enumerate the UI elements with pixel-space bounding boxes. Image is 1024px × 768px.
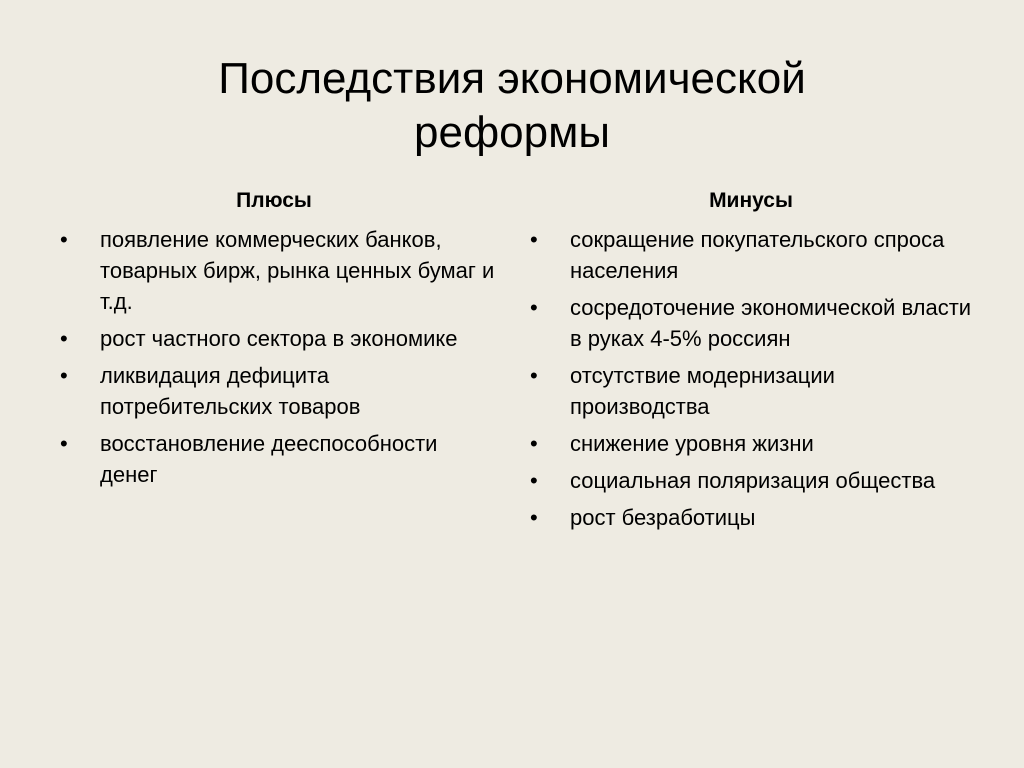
list-item xyxy=(58,224,498,317)
list-item xyxy=(58,323,498,354)
list-item xyxy=(528,292,974,354)
bullet-icon: • xyxy=(530,295,538,320)
list-item xyxy=(528,360,974,422)
list-item xyxy=(528,502,974,533)
pros-column xyxy=(58,188,498,496)
slide-title-line-2: реформы xyxy=(414,108,610,157)
bullet-icon: • xyxy=(60,363,68,388)
list-item xyxy=(58,360,498,422)
list-item-text: ликвидация дефицита потребительских товаров xyxy=(100,363,361,419)
list-item-text: социальная поляризация общества xyxy=(570,468,936,493)
cons-heading: Минусы xyxy=(709,189,793,212)
list-item-text: появление коммерческих банков, товарных бирж, рынка ценных бумаг и т.д. xyxy=(100,227,495,314)
bullet-icon: • xyxy=(60,326,68,351)
bullet-icon: • xyxy=(530,431,538,456)
list-item xyxy=(58,428,498,490)
list-item-text: сосредоточение экономической власти в руках 4-5% россиян xyxy=(570,295,972,351)
slide-title-line-1: Последствия экономической xyxy=(218,54,806,103)
list-item-text: сокращение покупательского спроса населения xyxy=(570,227,945,283)
list-item-text: восстановление дееспособности денег xyxy=(100,431,438,487)
bullet-icon: • xyxy=(530,468,538,493)
bullet-icon: • xyxy=(60,431,68,456)
list-item-text: отсутствие модернизации производства xyxy=(570,363,835,419)
list-item xyxy=(528,465,974,496)
pros-list xyxy=(58,224,498,490)
bullet-icon: • xyxy=(530,505,538,530)
bullet-icon: • xyxy=(530,227,538,252)
list-item-text: рост частного сектора в экономике xyxy=(100,326,458,351)
list-item-text: рост безработицы xyxy=(570,505,756,530)
bullet-icon: • xyxy=(530,363,538,388)
list-item xyxy=(528,428,974,459)
cons-column xyxy=(528,188,974,539)
cons-list xyxy=(528,224,974,533)
bullet-icon: • xyxy=(60,227,68,252)
list-item-text: снижение уровня жизни xyxy=(570,431,814,456)
list-item xyxy=(528,224,974,286)
pros-heading: Плюсы xyxy=(236,189,312,212)
slide-title xyxy=(90,52,934,160)
